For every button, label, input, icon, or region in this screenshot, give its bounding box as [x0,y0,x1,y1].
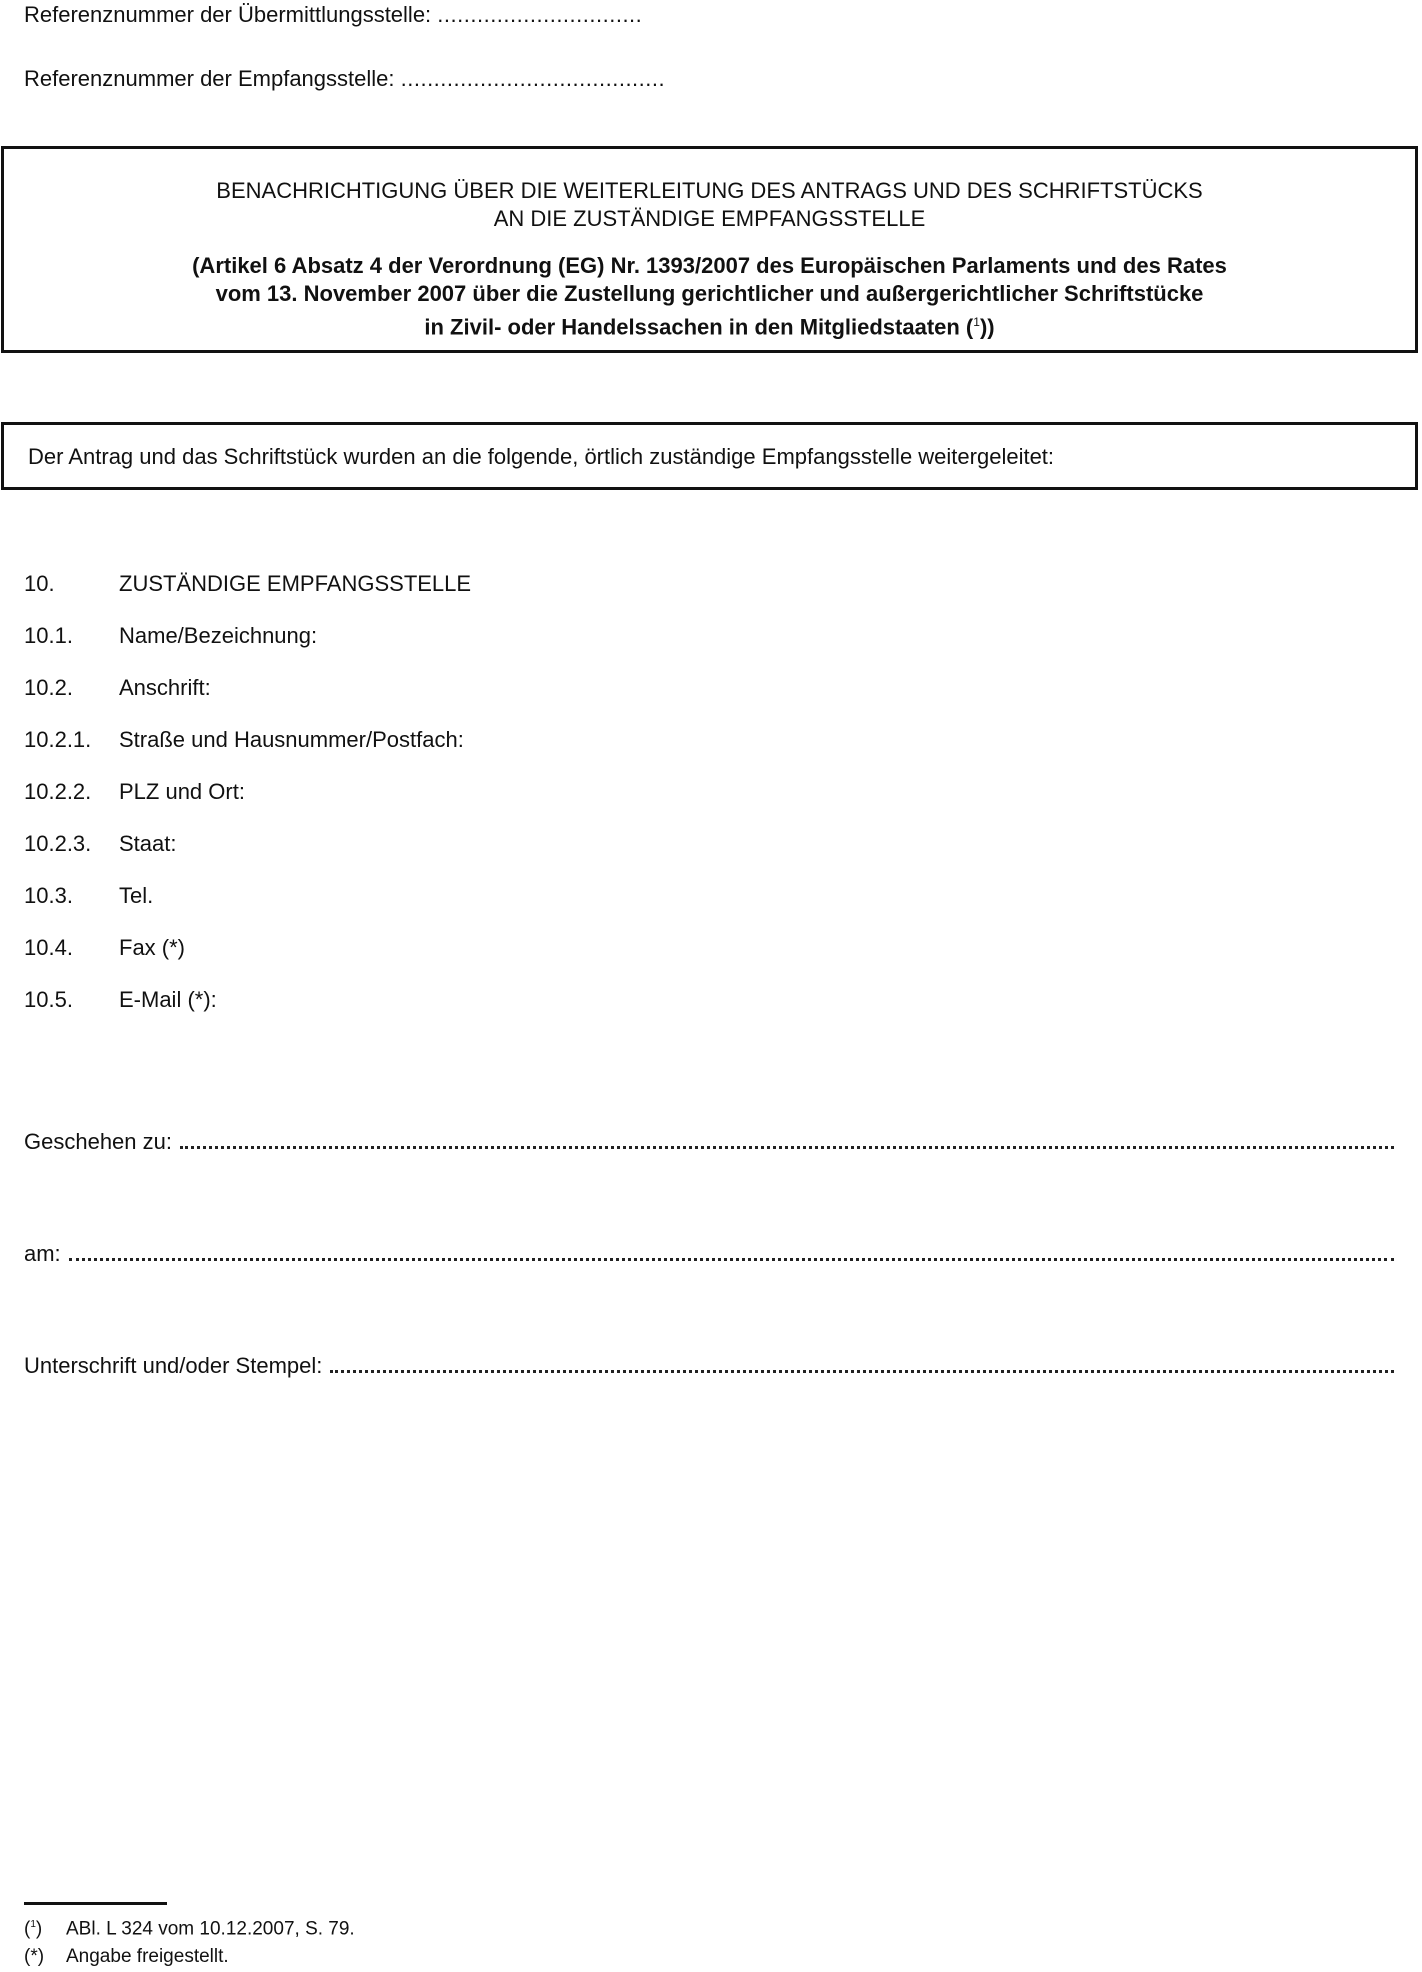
place-field[interactable] [180,1146,1394,1149]
place-field-row [24,1129,1394,1155]
item-label: Name/Bezeichnung: [119,623,318,648]
item-label: Staat: [119,831,177,856]
item-number: 10.5. [24,987,73,1012]
header-box [1,146,1418,353]
footnote-mark-open: ( [24,1918,31,1940]
item-label: ZUSTÄNDIGE EMPFANGSSTELLE [119,571,472,596]
item-number: 10.3. [24,883,73,908]
footnote-ref-1[interactable]: 1 [973,315,980,329]
item-number: 10.1. [24,623,73,648]
section-item [24,727,464,753]
section-item [24,675,211,701]
section-item [24,987,217,1013]
legal-basis-line-3-close: )) [979,314,995,340]
footnote-mark [24,1914,66,1940]
section-item [24,779,245,805]
legal-basis-line-3 [4,308,1415,341]
date-field[interactable] [69,1258,1394,1261]
item-number: 10.2.1. [24,727,92,752]
footnote-mark-close: ) [35,1918,43,1940]
section-item [24,623,317,649]
item-number: 10. [24,571,55,596]
footnote-mark-open: (*) [24,1946,45,1967]
footnote-text: Angabe freigestellt. [66,1946,229,1967]
signature-label: Unterschrift und/oder Stempel: [24,1353,323,1378]
section-item [24,571,471,597]
notice-box [1,422,1418,490]
form-title-line-1: BENACHRICHTIGUNG ÜBER DIE WEITERLEITUNG DES ANTRAGS UND DES SCHRIFTSTÜCKS [216,178,1203,203]
section-item [24,883,153,909]
legal-basis-line-2: vom 13. November 2007 über die Zustellung gerichtlicher und außergerichtlicher Schriftstücke [215,281,1204,306]
signature-field[interactable] [330,1370,1394,1373]
receiving-reference-field[interactable]: ........................................ [400,66,666,91]
transmitting-reference-label: Referenznummer der Übermittlungsstelle: [24,2,432,27]
legal-basis-line-1: (Artikel 6 Absatz 4 der Verordnung (EG) Nr. 1393/2007 des Europäischen Parlaments und des Rates [192,253,1227,278]
item-label: Anschrift: [119,675,211,700]
footnote-text: ABl. L 324 vom 10.12.2007, S. 79. [66,1918,355,1940]
forwarding-notice: Der Antrag und das Schriftstück wurden an die folgende, örtlich zuständige Empfangsstelle weitergeleitet: [28,444,1055,469]
item-label: E-Mail (*): [119,987,217,1012]
receiving-reference-line [24,66,665,92]
date-label: am: [24,1241,61,1266]
item-number: 10.2.2. [24,779,92,804]
item-label: PLZ und Ort: [119,779,245,804]
item-number: 10.4. [24,935,73,960]
item-number: 10.2.3. [24,831,92,856]
item-label: Fax (*) [119,935,185,960]
form-title [4,177,1415,233]
footnote-1 [24,1914,355,1940]
receiving-reference-label: Referenznummer der Empfangsstelle: [24,66,395,91]
item-label: Tel. [119,883,154,908]
place-label: Geschehen zu: [24,1129,172,1154]
signature-field-row [24,1353,1394,1379]
date-field-row [24,1241,1394,1267]
transmitting-reference-field[interactable]: ............................... [437,2,643,27]
section-item [24,935,185,961]
form-title-line-2: AN DIE ZUSTÄNDIGE EMPFANGSSTELLE [493,206,926,231]
legal-basis-line-3-text: in Zivil- oder Handelssachen in den Mitgliedstaaten ( [424,314,974,340]
footnote-mark-number: 1 [30,1919,36,1930]
footnote-optional [24,1946,229,1968]
item-label: Straße und Hausnummer/Postfach: [119,727,464,752]
item-number: 10.2. [24,675,73,700]
footnote-mark [24,1946,66,1968]
legal-basis [4,252,1415,341]
footnote-divider [24,1902,167,1905]
transmitting-reference-line [24,2,642,28]
section-item [24,831,176,857]
